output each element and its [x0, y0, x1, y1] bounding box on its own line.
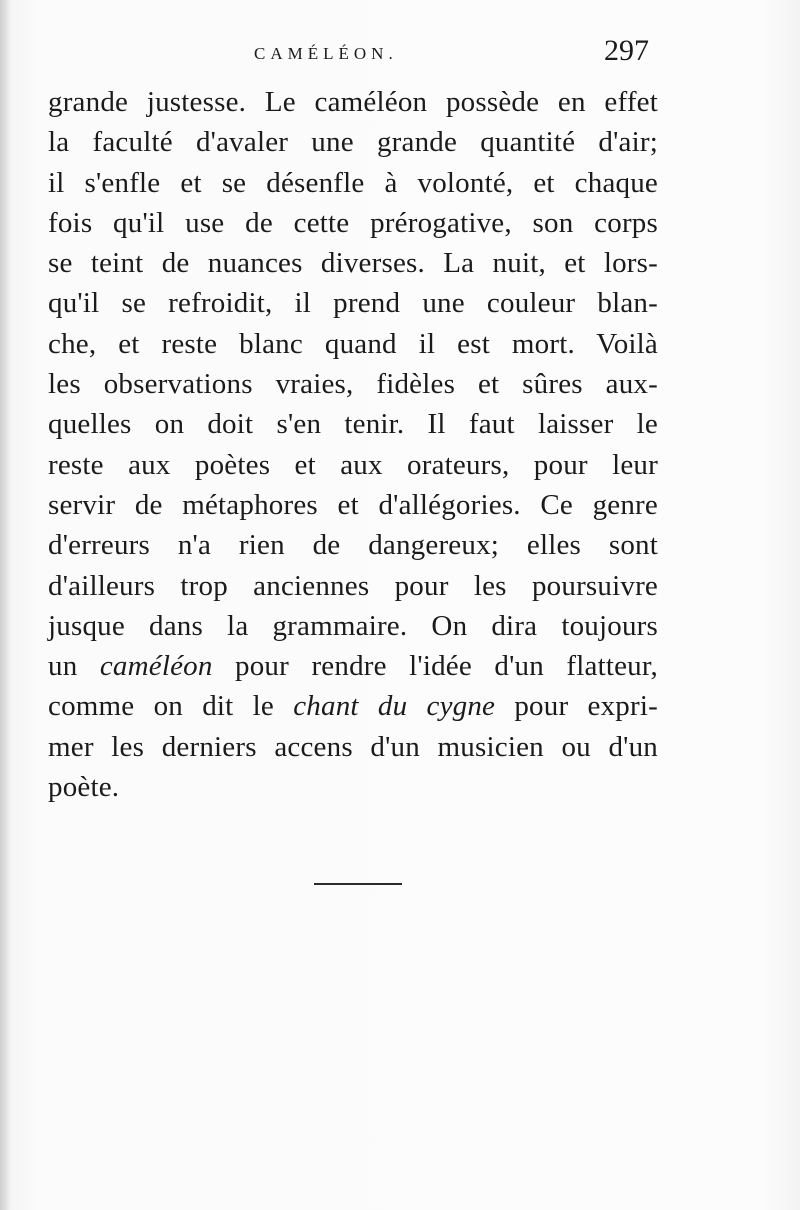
- text-line-final: poète.: [48, 771, 120, 804]
- italic-term: chant du cygne: [293, 690, 496, 723]
- text-line: d'erreurs n'a rien de dangereux; elles sont: [48, 529, 658, 562]
- italic-term: caméléon: [99, 650, 213, 683]
- text-segment: pour expri-: [495, 690, 658, 723]
- text-line-with-italic: [48, 686, 658, 726]
- section-end-rule: [314, 883, 402, 885]
- text-line: fois qu'il use de cette prérogative, son corps: [48, 206, 658, 239]
- text-line: qu'il se refroidit, il prend une couleur blan-: [48, 287, 658, 320]
- running-title: CAMÉLÉON.: [254, 44, 398, 63]
- text-line: jusque dans la grammaire. On dira toujours: [48, 609, 658, 642]
- text-segment: pour rendre l'idée d'un flatteur,: [212, 650, 658, 683]
- text-line: che, et reste blanc quand il est mort. Voilà: [48, 327, 658, 360]
- text-line: mer les derniers accens d'un musicien ou d'un: [48, 730, 658, 763]
- text-line: il s'enfle et se désenfle à volonté, et chaque: [48, 166, 658, 199]
- text-line: les observations vraies, fidèles et sûres aux-: [48, 368, 658, 401]
- text-line: servir de métaphores et d'allégories. Ce genre: [48, 488, 658, 521]
- text-line: se teint de nuances diverses. La nuit, et lors-: [48, 247, 658, 280]
- text-line: la faculté d'avaler une grande quantité d'air;: [48, 126, 658, 159]
- text-segment: comme on dit le: [48, 690, 294, 723]
- page-number: 297: [604, 34, 649, 67]
- text-line: grande justesse. Le caméléon possède en effet: [48, 86, 658, 118]
- text-segment: un: [48, 650, 100, 683]
- text-line: quelles on doit s'en tenir. Il faut laisser le: [48, 408, 658, 441]
- text-line: d'ailleurs trop anciennes pour les poursuivre: [48, 569, 658, 602]
- body-text: [48, 82, 658, 807]
- text-line: reste aux poètes et aux orateurs, pour leur: [48, 448, 658, 481]
- page-header: [48, 34, 650, 76]
- text-line-with-italic: [48, 646, 658, 686]
